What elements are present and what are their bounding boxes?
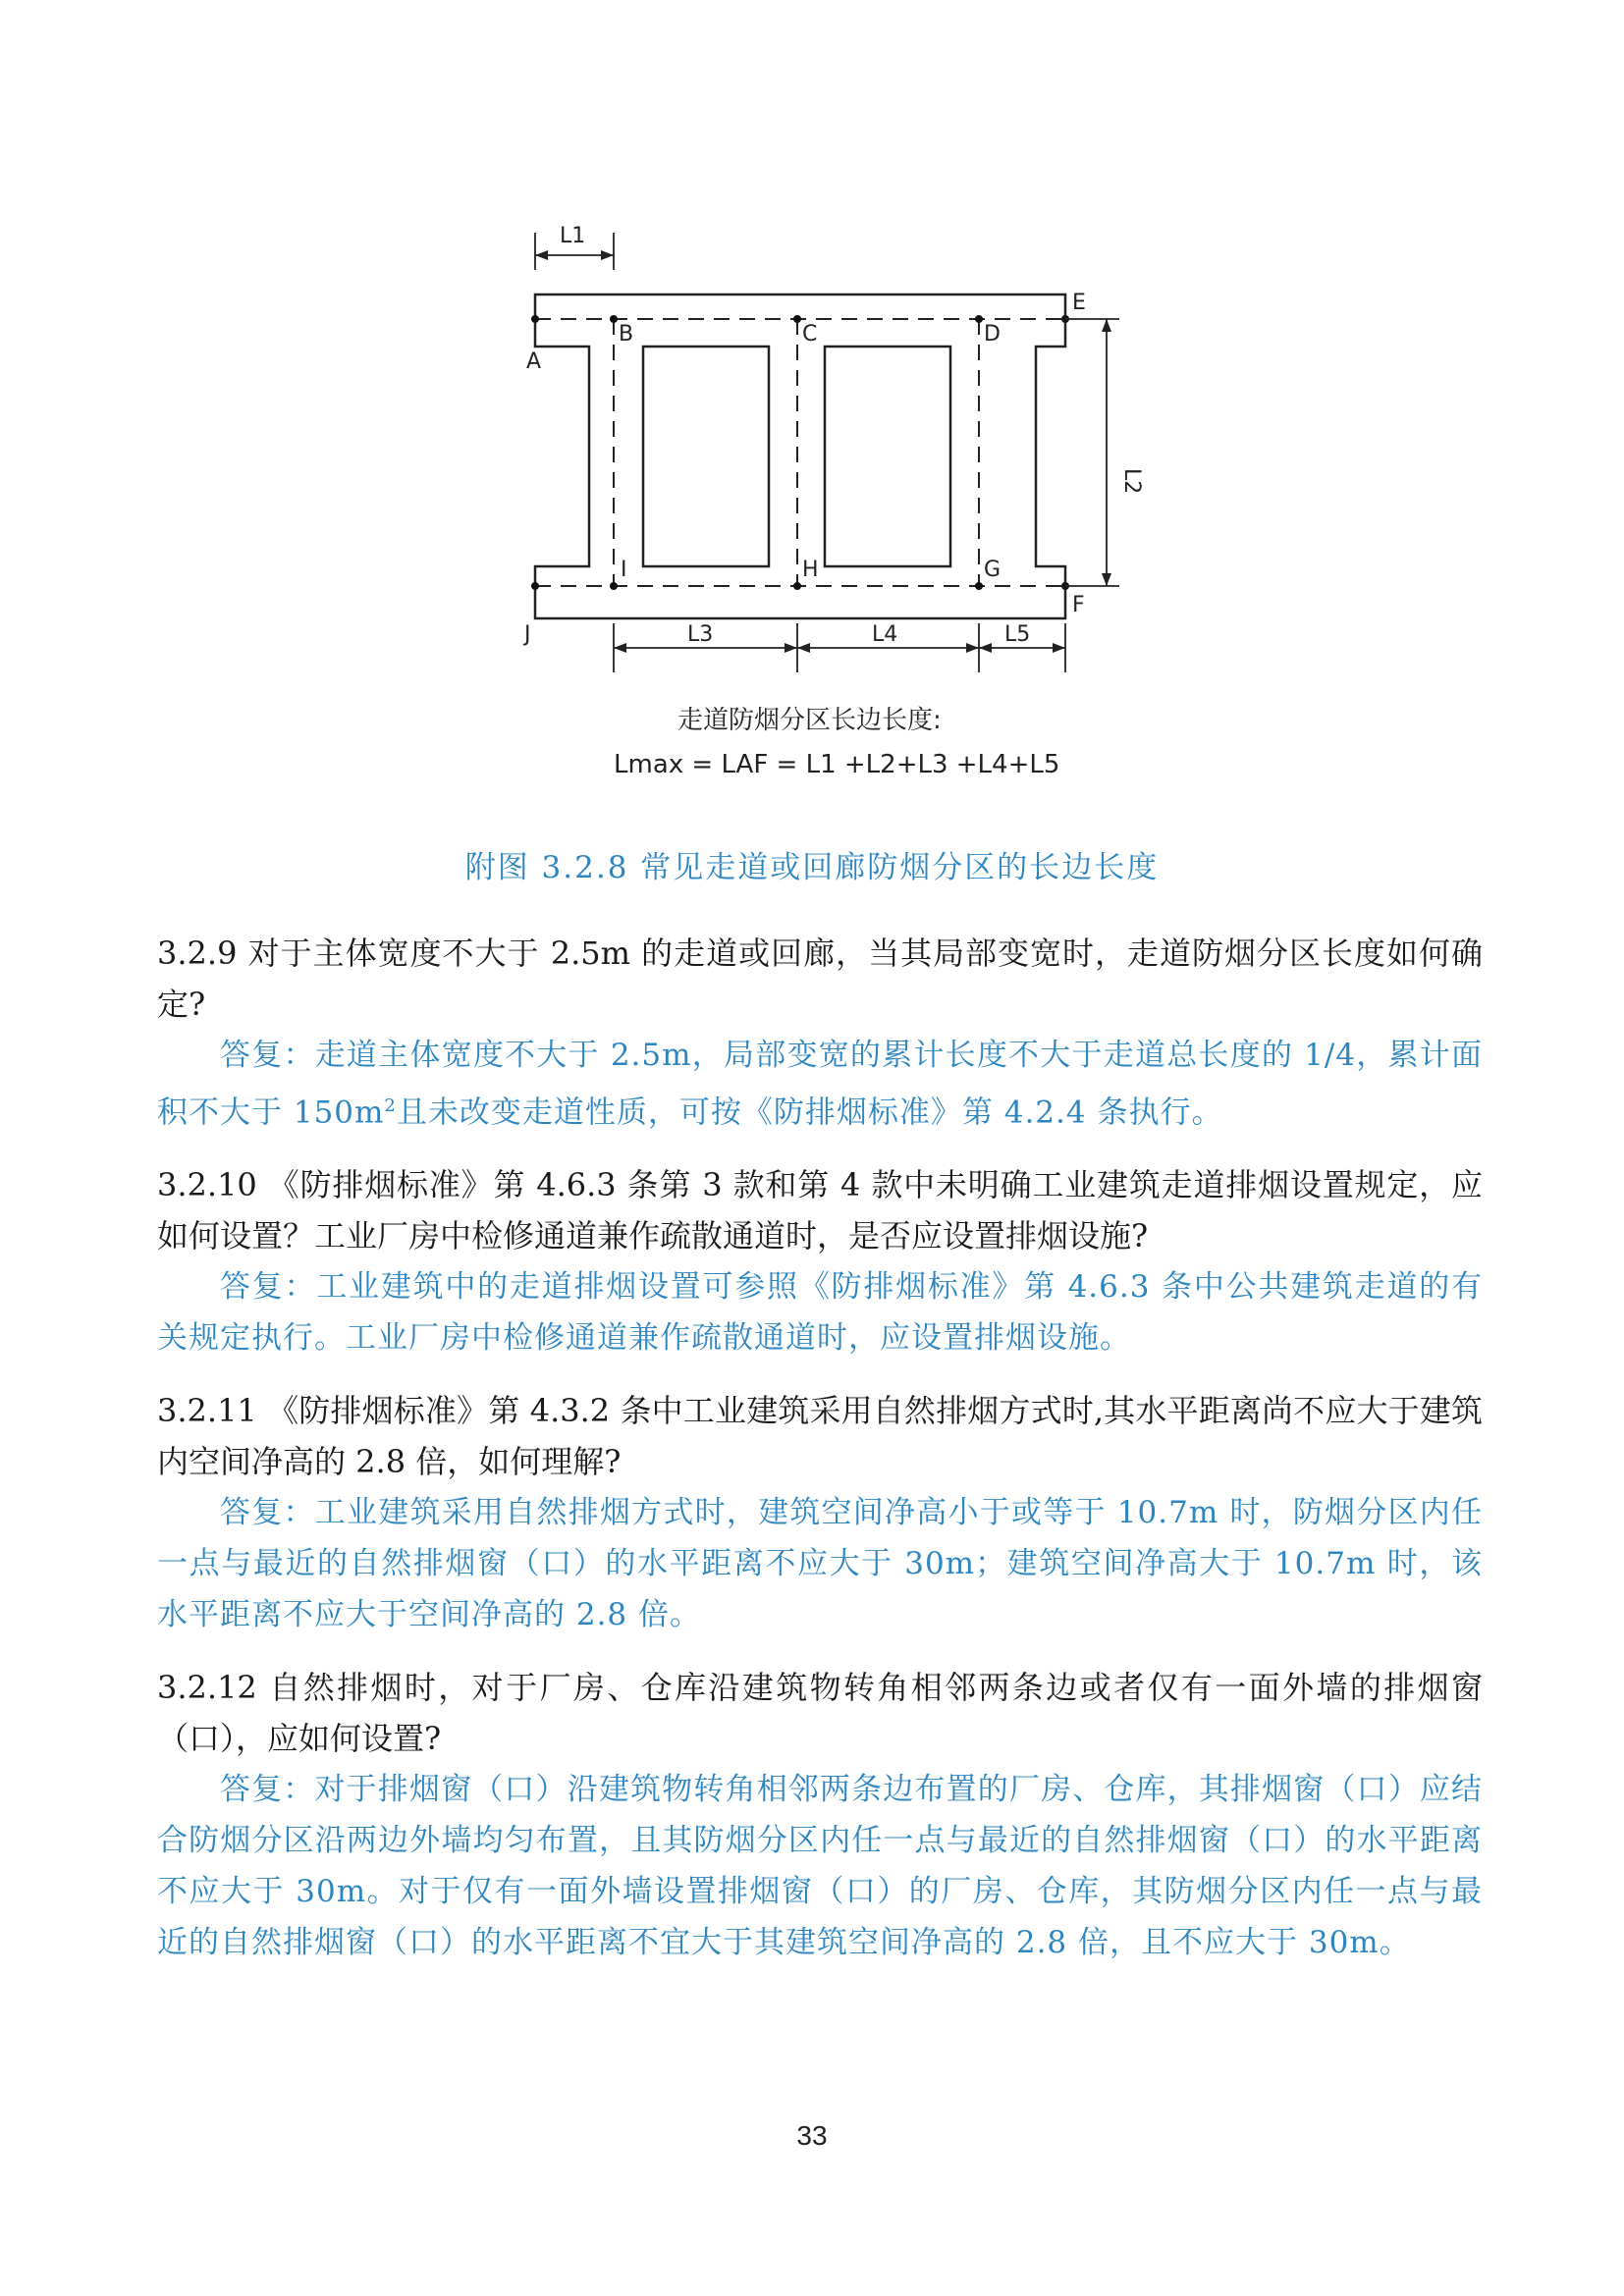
corridor-diagram xyxy=(491,211,1144,800)
answer-text: 答复：工业建筑采用自然排烟方式时，建筑空间净高小于或等于 10.7m 时，防烟分区内任一点与最近的自然排烟窗（口）的水平距离不应大于 30m；建筑空间净高大于 10.7m 时，该水平距离不应大于空间净高的 2.8 倍。 xyxy=(157,1495,1483,1633)
node-c xyxy=(793,315,801,323)
qa-item-3-2-12 xyxy=(157,1662,1483,1968)
answer-text-part1: 答复：走道主体宽度不大于 2.5m，局部变宽的累计长度不大于走道总长度的 1/4，累计面积不大于 150m xyxy=(157,1038,1483,1131)
inner-block-right xyxy=(825,347,950,566)
question-text: 3.2.9 对于主体宽度不大于 2.5m 的走道或回廊，当其局部变宽时，走道防烟分区长度如何确定? xyxy=(157,934,1483,1023)
label-l2: L2 xyxy=(1119,468,1144,495)
question-text: 3.2.11 《防排烟标准》第 4.3.2 条中工业建筑采用自然排烟方式时,其水平距离尚不应大于建筑内空间净高的 2.8 倍，如何理解? xyxy=(157,1392,1483,1481)
node-g xyxy=(975,582,983,590)
label-l1: L1 xyxy=(560,224,586,248)
node-h xyxy=(793,582,801,590)
qa-item-3-2-11 xyxy=(157,1385,1483,1640)
corridor-diagram-svg xyxy=(491,211,1144,800)
answer-text: 答复：工业建筑中的走道排烟设置可参照《防排烟标准》第 4.6.3 条中公共建筑走道的有关规定执行。工业厂房中检修通道兼作疏散通道时，应设置排烟设施。 xyxy=(157,1269,1483,1357)
node-a xyxy=(531,315,539,323)
answer-text: 答复：对于排烟窗（口）沿建筑物转角相邻两条边布置的厂房、仓库，其排烟窗（口）应结合防烟分区沿两边外墙均匀布置，且其防烟分区内任一点与最近的自然排烟窗（口）的水平距离不应大于 30m。对于仅有一面外墙设置排烟窗（口）的厂房、仓库，其防烟分区内任一点与最近的自然排烟窗（口）的水平距离不宜大于其建筑空间净高的 2.8 倍，且不应大于 30m。 xyxy=(157,1772,1483,1961)
label-l3: L3 xyxy=(687,622,714,647)
qa-item-3-2-9 xyxy=(157,928,1483,1138)
diagram-note-line1: 走道防烟分区长边长度: xyxy=(677,706,942,735)
label-l5: L5 xyxy=(1004,622,1031,647)
question-text: 3.2.10 《防排烟标准》第 4.6.3 条第 3 款和第 4 款中未明确工业建筑走道排烟设置规定，应如何设置？工业厂房中检修通道兼作疏散通道时，是否应设置排烟设施? xyxy=(157,1166,1483,1255)
label-d: D xyxy=(984,322,1001,347)
node-j xyxy=(531,582,539,590)
node-b xyxy=(610,315,618,323)
node-d xyxy=(975,315,983,323)
page-number: 33 xyxy=(796,2120,828,2151)
qa-item-3-2-10 xyxy=(157,1159,1483,1363)
answer-superscript: 2 xyxy=(384,1095,397,1116)
node-i xyxy=(610,582,618,590)
inner-block-left xyxy=(643,347,769,566)
answer-text xyxy=(157,1030,1483,1138)
label-b: B xyxy=(619,322,634,347)
label-a: A xyxy=(526,349,542,374)
qa-content xyxy=(157,928,1483,1990)
label-f: F xyxy=(1072,593,1085,617)
figure-caption: 附图 3.2.8 常见走道或回廊防烟分区的长边长度 xyxy=(464,850,1160,885)
label-g: G xyxy=(984,558,1001,582)
label-h: H xyxy=(802,558,819,582)
label-i: I xyxy=(621,558,627,582)
question-text: 3.2.12 自然排烟时，对于厂房、仓库沿建筑物转角相邻两条边或者仅有一面外墙的排烟窗（口），应如何设置? xyxy=(157,1669,1483,1758)
label-j: J xyxy=(524,622,531,647)
label-c: C xyxy=(802,322,818,347)
label-e: E xyxy=(1072,291,1086,315)
label-l4: L4 xyxy=(872,622,898,647)
answer-text-part2: 且未改变走道性质，可按《防排烟标准》第 4.2.4 条执行。 xyxy=(396,1095,1223,1131)
diagram-note-line2: Lmax = LAF = L1 +L2+L3 +L4+L5 xyxy=(614,750,1060,779)
